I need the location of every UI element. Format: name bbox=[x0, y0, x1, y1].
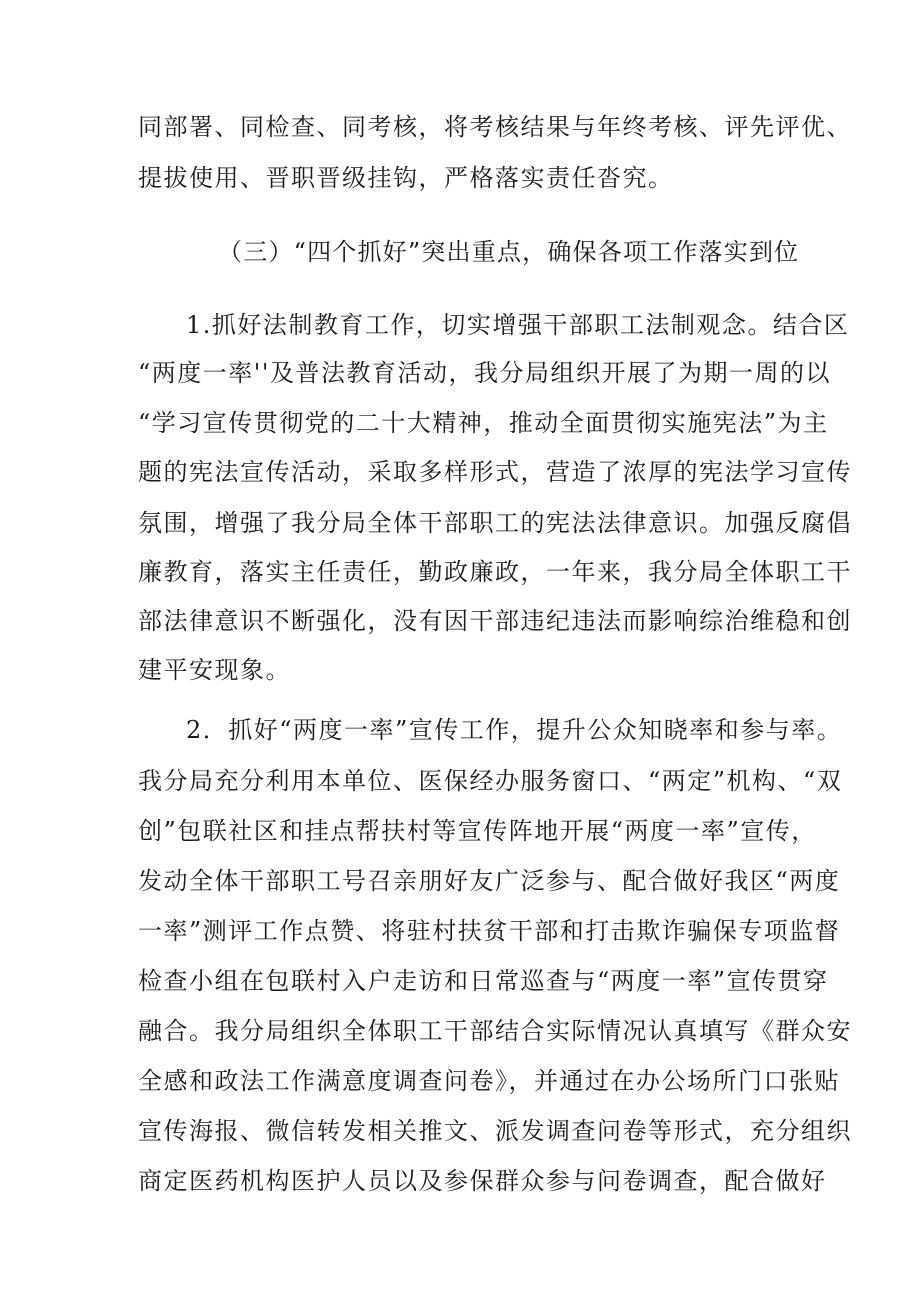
text-line: 廉教育，落实主任责任，勤政廉政，一年来，我分局全体职工干 bbox=[138, 558, 852, 586]
section-heading: （三）“四个抓好”突出重点，确保各项工作落实到位 bbox=[218, 238, 800, 266]
text-line: 部法律意识不断强化，没有因干部违纪违法而影响综治维稳和创 bbox=[138, 607, 852, 635]
text-line: 商定医药机构医护人员以及参保群众参与问卷调查，配合做好 bbox=[138, 1167, 827, 1195]
text-line: 我分局充分利用本单位、医保经办服务窗口、“两定”机构、“双 bbox=[138, 767, 843, 795]
text-line: 发动全体干部职工号召亲朋好友广泛参与、配合做好我区“两度 bbox=[138, 867, 841, 895]
text-line: “两度一率''及普法教育活动，我分局组织开展了为期一周的以 bbox=[138, 359, 831, 387]
text-line: 提拔使用、晋职晋级挂钩，严格落实责任沓究。 bbox=[138, 164, 674, 192]
text-line: 检查小组在包联村入户走访和日常巡查与“两度一率”宣传贯穿 bbox=[138, 967, 829, 995]
text-line: 1.抓好法制教育工作，切实增强干部职工法制观念。结合区 bbox=[186, 311, 850, 339]
text-line: 创”包联社区和挂点帮扶村等宣传阵地开展“两度一率”宣传， bbox=[138, 817, 817, 845]
text-line: 融合。我分局组织全体职工干部结合实际情况认真填写《群众安 bbox=[138, 1017, 852, 1045]
text-line: 全感和政法工作满意度调查问卷》，并通过在办公场所门口张贴 bbox=[138, 1067, 840, 1095]
text-line: 建平安现象。 bbox=[138, 656, 291, 684]
text-line: “学习宣传贯彻党的二十大精神，推动全面贯彻实施宪法”为主 bbox=[138, 409, 829, 437]
text-line: 一率”测评工作点赞、将驻村扶贫干部和打击欺诈骗保专项监督 bbox=[138, 917, 841, 945]
text-line: 2．抓好“两度一率”宣传工作，提升公众知晓率和参与率。 bbox=[186, 716, 843, 744]
text-line: 同部署、同检查、同考核，将考核结果与年终考核、评先评优、 bbox=[138, 113, 852, 141]
text-line: 宣传海报、微信转发相关推文、派发调查问卷等形式，充分组织 bbox=[138, 1117, 852, 1145]
text-line: 氛围，增强了我分局全体干部职工的宪法法律意识。加强反腐倡 bbox=[138, 509, 852, 537]
text-line: 题的宪法宣传活动，采取多样形式，营造了浓厚的宪法学习宣传 bbox=[138, 458, 852, 486]
